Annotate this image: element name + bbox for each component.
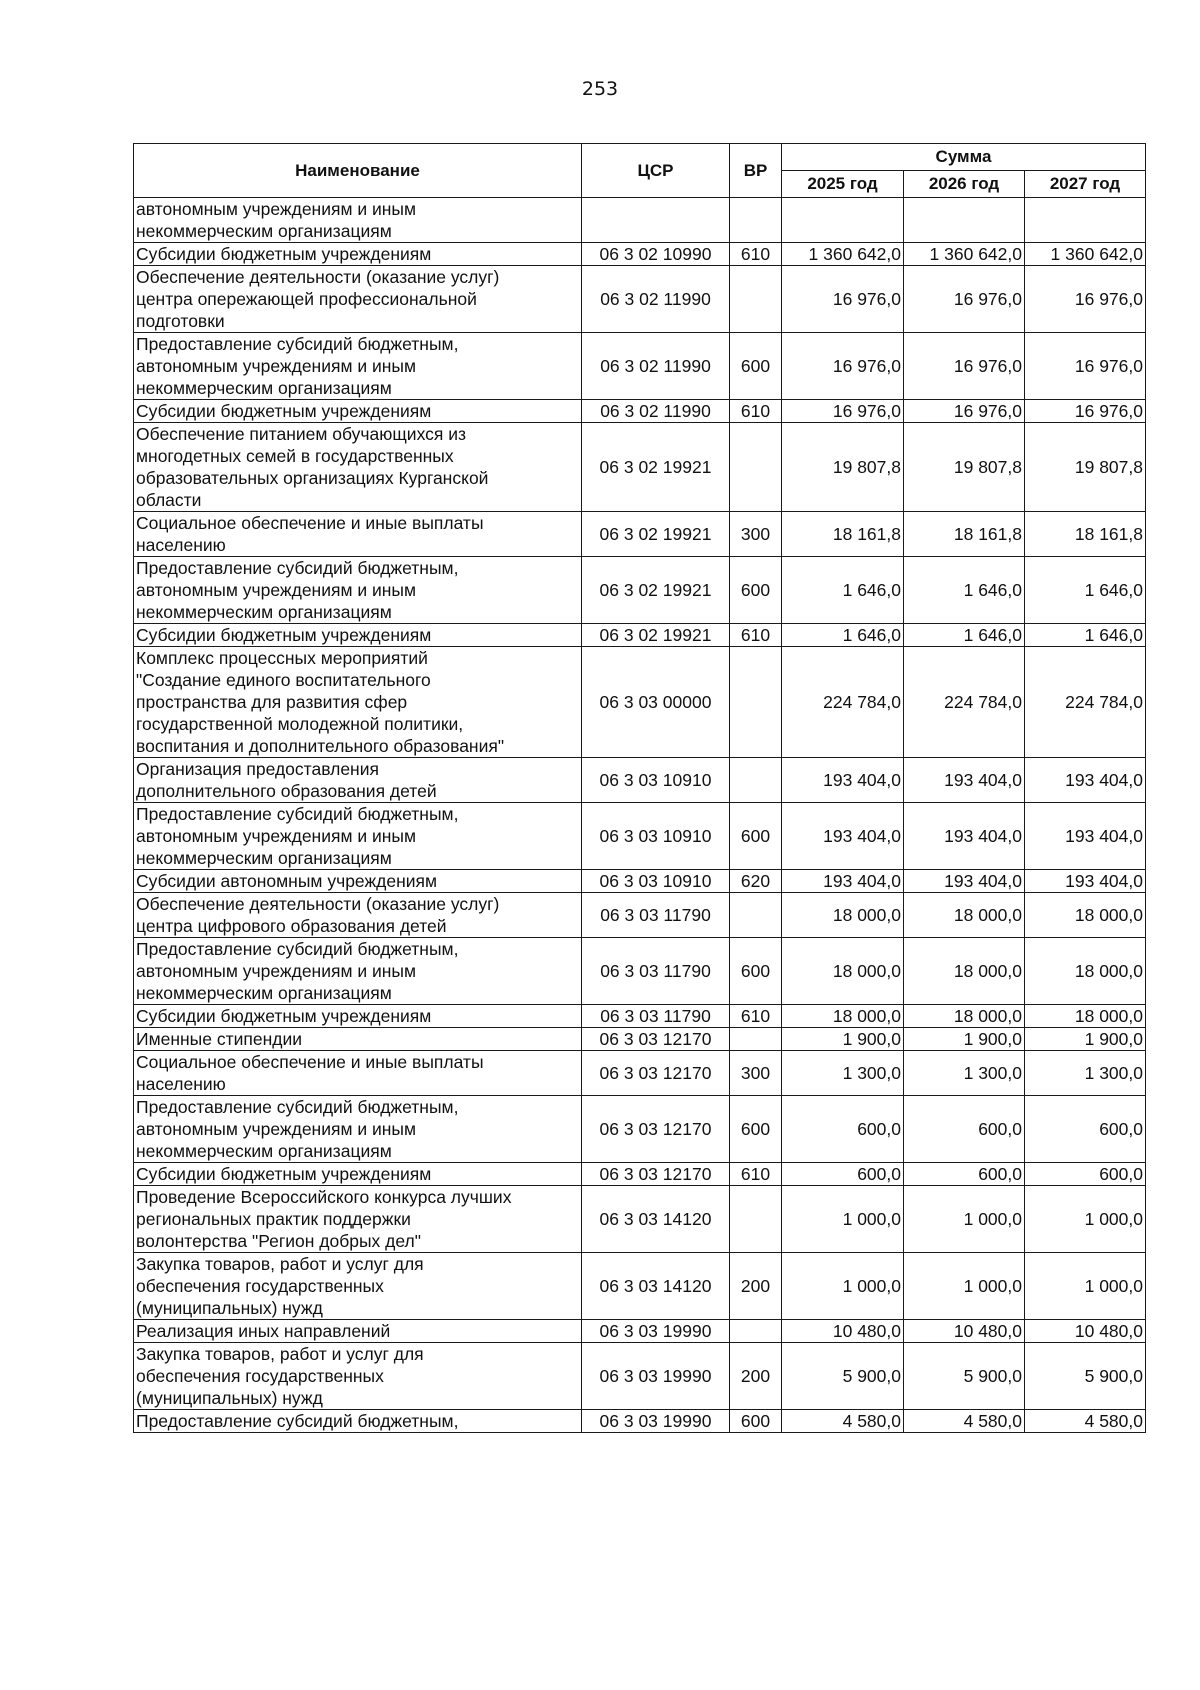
row-value-2026-cell: 1 646,0	[904, 624, 1025, 647]
row-name-cell: Проведение Всероссийского конкурса лучших региональных практик поддержки волонтерства "Регион добрых дел"	[134, 1186, 582, 1253]
table-row	[134, 1343, 1146, 1410]
table-row	[134, 198, 1146, 243]
row-value-2025-cell: 18 161,8	[782, 512, 904, 557]
row-vr-cell	[730, 647, 782, 758]
row-value-2027-cell: 16 976,0	[1025, 333, 1146, 400]
row-vr-cell	[730, 1028, 782, 1051]
table-row	[134, 1096, 1146, 1163]
row-vr-cell: 600	[730, 1410, 782, 1433]
table-row	[134, 333, 1146, 400]
row-csr-cell: 06 3 03 12170	[582, 1096, 730, 1163]
row-name-cell: Организация предоставления дополнительного образования детей	[134, 758, 582, 803]
row-name-cell: Предоставление субсидий бюджетным, автономным учреждениям и иным некоммерческим организациям	[134, 803, 582, 870]
row-value-2026-cell: 5 900,0	[904, 1343, 1025, 1410]
row-csr-cell: 06 3 02 11990	[582, 333, 730, 400]
row-name-cell: Субсидии бюджетным учреждениям	[134, 1163, 582, 1186]
row-csr-cell: 06 3 02 19921	[582, 423, 730, 512]
row-value-2026-cell: 193 404,0	[904, 803, 1025, 870]
row-value-2027-cell: 193 404,0	[1025, 870, 1146, 893]
row-csr-cell: 06 3 03 10910	[582, 803, 730, 870]
table-row	[134, 1163, 1146, 1186]
row-value-2027-cell: 193 404,0	[1025, 803, 1146, 870]
table-row	[134, 243, 1146, 266]
row-vr-cell	[730, 1186, 782, 1253]
table-row	[134, 624, 1146, 647]
row-vr-cell: 600	[730, 333, 782, 400]
row-vr-cell: 610	[730, 1163, 782, 1186]
row-value-2025-cell: 16 976,0	[782, 333, 904, 400]
row-vr-cell: 610	[730, 1005, 782, 1028]
table-row	[134, 803, 1146, 870]
row-vr-cell: 600	[730, 803, 782, 870]
row-name-cell: Субсидии бюджетным учреждениям	[134, 624, 582, 647]
row-value-2026-cell: 193 404,0	[904, 870, 1025, 893]
row-value-2027-cell: 4 580,0	[1025, 1410, 1146, 1433]
table-row	[134, 1005, 1146, 1028]
row-name-cell: Субсидии бюджетным учреждениям	[134, 400, 582, 423]
row-csr-cell: 06 3 03 11790	[582, 938, 730, 1005]
row-vr-cell	[730, 758, 782, 803]
row-value-2026-cell: 600,0	[904, 1163, 1025, 1186]
row-value-2025-cell: 18 000,0	[782, 893, 904, 938]
row-value-2027-cell: 1 646,0	[1025, 624, 1146, 647]
header-csr: ЦСР	[582, 144, 730, 198]
row-csr-cell: 06 3 03 19990	[582, 1410, 730, 1433]
row-name-cell: Предоставление субсидий бюджетным, автономным учреждениям и иным некоммерческим организациям	[134, 557, 582, 624]
row-value-2026-cell: 18 000,0	[904, 893, 1025, 938]
row-value-2027-cell: 1 300,0	[1025, 1051, 1146, 1096]
row-name-cell: Предоставление субсидий бюджетным, автономным учреждениям и иным некоммерческим организациям	[134, 938, 582, 1005]
row-value-2027-cell: 18 000,0	[1025, 938, 1146, 1005]
row-csr-cell: 06 3 02 19921	[582, 624, 730, 647]
row-name-cell: Закупка товаров, работ и услуг для обеспечения государственных (муниципальных) нужд	[134, 1253, 582, 1320]
row-vr-cell: 600	[730, 938, 782, 1005]
row-value-2025-cell: 10 480,0	[782, 1320, 904, 1343]
row-vr-cell: 610	[730, 243, 782, 266]
row-name-cell: Обеспечение деятельности (оказание услуг) центра цифрового образования детей	[134, 893, 582, 938]
table-row	[134, 758, 1146, 803]
row-value-2025-cell: 193 404,0	[782, 870, 904, 893]
row-value-2027-cell: 1 000,0	[1025, 1186, 1146, 1253]
row-value-2027-cell: 18 161,8	[1025, 512, 1146, 557]
table-row	[134, 1186, 1146, 1253]
row-csr-cell: 06 3 03 19990	[582, 1320, 730, 1343]
row-value-2027-cell: 600,0	[1025, 1163, 1146, 1186]
header-sum: Сумма	[782, 144, 1146, 171]
row-value-2025-cell: 193 404,0	[782, 803, 904, 870]
row-value-2025-cell: 18 000,0	[782, 938, 904, 1005]
row-vr-cell: 300	[730, 512, 782, 557]
budget-table	[133, 143, 1146, 1433]
row-value-2026-cell: 18 000,0	[904, 1005, 1025, 1028]
row-csr-cell: 06 3 03 10910	[582, 758, 730, 803]
row-value-2027-cell	[1025, 198, 1146, 243]
table-row	[134, 870, 1146, 893]
row-value-2025-cell: 1 900,0	[782, 1028, 904, 1051]
row-csr-cell: 06 3 03 19990	[582, 1343, 730, 1410]
row-value-2027-cell: 10 480,0	[1025, 1320, 1146, 1343]
row-name-cell: Субсидии бюджетным учреждениям	[134, 1005, 582, 1028]
row-value-2025-cell: 18 000,0	[782, 1005, 904, 1028]
row-value-2027-cell: 1 000,0	[1025, 1253, 1146, 1320]
row-value-2025-cell: 16 976,0	[782, 266, 904, 333]
table-row	[134, 1320, 1146, 1343]
row-name-cell: Субсидии бюджетным учреждениям	[134, 243, 582, 266]
row-value-2026-cell: 10 480,0	[904, 1320, 1025, 1343]
row-value-2026-cell: 600,0	[904, 1096, 1025, 1163]
row-value-2027-cell: 19 807,8	[1025, 423, 1146, 512]
table-row	[134, 400, 1146, 423]
table-body	[134, 198, 1146, 1433]
row-vr-cell: 610	[730, 624, 782, 647]
table-row	[134, 557, 1146, 624]
table-row	[134, 893, 1146, 938]
row-value-2025-cell: 4 580,0	[782, 1410, 904, 1433]
header-vr: ВР	[730, 144, 782, 198]
row-value-2025-cell: 1 000,0	[782, 1186, 904, 1253]
table-row	[134, 423, 1146, 512]
row-name-cell: Комплекс процессных мероприятий "Создание единого воспитательного пространства для развития сфер государственной молодежной политики, воспитания и дополнительного образования"	[134, 647, 582, 758]
table-row	[134, 1410, 1146, 1433]
row-name-cell: Предоставление субсидий бюджетным, автономным учреждениям и иным некоммерческим организациям	[134, 333, 582, 400]
row-value-2026-cell: 193 404,0	[904, 758, 1025, 803]
row-value-2025-cell: 16 976,0	[782, 400, 904, 423]
row-csr-cell: 06 3 03 14120	[582, 1186, 730, 1253]
row-vr-cell	[730, 423, 782, 512]
row-vr-cell: 200	[730, 1343, 782, 1410]
row-csr-cell: 06 3 03 12170	[582, 1051, 730, 1096]
row-vr-cell: 620	[730, 870, 782, 893]
row-value-2026-cell: 18 161,8	[904, 512, 1025, 557]
row-csr-cell: 06 3 02 11990	[582, 400, 730, 423]
row-csr-cell: 06 3 02 11990	[582, 266, 730, 333]
row-csr-cell: 06 3 03 12170	[582, 1163, 730, 1186]
row-name-cell: Предоставление субсидий бюджетным,	[134, 1410, 582, 1433]
header-name: Наименование	[134, 144, 582, 198]
row-csr-cell: 06 3 03 11790	[582, 1005, 730, 1028]
row-vr-cell: 600	[730, 557, 782, 624]
table-row	[134, 1253, 1146, 1320]
row-name-cell: Именные стипендии	[134, 1028, 582, 1051]
row-value-2027-cell: 1 360 642,0	[1025, 243, 1146, 266]
row-name-cell: Реализация иных направлений	[134, 1320, 582, 1343]
row-vr-cell	[730, 198, 782, 243]
row-value-2027-cell: 193 404,0	[1025, 758, 1146, 803]
table-row	[134, 512, 1146, 557]
row-value-2025-cell: 1 360 642,0	[782, 243, 904, 266]
row-value-2026-cell	[904, 198, 1025, 243]
row-csr-cell: 06 3 03 00000	[582, 647, 730, 758]
row-vr-cell: 200	[730, 1253, 782, 1320]
row-value-2027-cell: 16 976,0	[1025, 400, 1146, 423]
row-value-2026-cell: 16 976,0	[904, 266, 1025, 333]
row-value-2025-cell: 5 900,0	[782, 1343, 904, 1410]
row-value-2027-cell: 5 900,0	[1025, 1343, 1146, 1410]
row-value-2026-cell: 224 784,0	[904, 647, 1025, 758]
table-row	[134, 938, 1146, 1005]
row-value-2026-cell: 18 000,0	[904, 938, 1025, 1005]
row-value-2027-cell: 600,0	[1025, 1096, 1146, 1163]
row-vr-cell	[730, 1320, 782, 1343]
row-csr-cell: 06 3 02 19921	[582, 512, 730, 557]
row-name-cell: Предоставление субсидий бюджетным, автономным учреждениям и иным некоммерческим организациям	[134, 1096, 582, 1163]
row-name-cell: Социальное обеспечение и иные выплаты населению	[134, 1051, 582, 1096]
row-value-2025-cell: 19 807,8	[782, 423, 904, 512]
row-value-2025-cell	[782, 198, 904, 243]
table-row	[134, 1028, 1146, 1051]
row-value-2027-cell: 18 000,0	[1025, 1005, 1146, 1028]
row-value-2026-cell: 16 976,0	[904, 333, 1025, 400]
row-name-cell: Обеспечение деятельности (оказание услуг) центра опережающей профессиональной подготовки	[134, 266, 582, 333]
row-name-cell: Социальное обеспечение и иные выплаты населению	[134, 512, 582, 557]
row-value-2025-cell: 1 646,0	[782, 624, 904, 647]
row-value-2027-cell: 16 976,0	[1025, 266, 1146, 333]
row-csr-cell: 06 3 03 14120	[582, 1253, 730, 1320]
row-value-2026-cell: 4 580,0	[904, 1410, 1025, 1433]
row-value-2027-cell: 1 900,0	[1025, 1028, 1146, 1051]
row-value-2026-cell: 1 000,0	[904, 1186, 1025, 1253]
row-value-2027-cell: 18 000,0	[1025, 893, 1146, 938]
row-value-2025-cell: 1 000,0	[782, 1253, 904, 1320]
row-csr-cell: 06 3 03 12170	[582, 1028, 730, 1051]
row-value-2026-cell: 1 000,0	[904, 1253, 1025, 1320]
row-value-2025-cell: 1 646,0	[782, 557, 904, 624]
row-vr-cell	[730, 893, 782, 938]
row-value-2025-cell: 600,0	[782, 1096, 904, 1163]
row-csr-cell: 06 3 03 10910	[582, 870, 730, 893]
row-csr-cell: 06 3 03 11790	[582, 893, 730, 938]
row-value-2027-cell: 1 646,0	[1025, 557, 1146, 624]
row-value-2027-cell: 224 784,0	[1025, 647, 1146, 758]
row-value-2026-cell: 1 360 642,0	[904, 243, 1025, 266]
table-row	[134, 647, 1146, 758]
row-csr-cell	[582, 198, 730, 243]
row-vr-cell: 300	[730, 1051, 782, 1096]
header-year-2025: 2025 год	[782, 171, 904, 198]
table-row	[134, 266, 1146, 333]
row-vr-cell: 610	[730, 400, 782, 423]
table-row	[134, 1051, 1146, 1096]
page-number: 253	[581, 78, 619, 100]
row-value-2026-cell: 1 900,0	[904, 1028, 1025, 1051]
row-name-cell: Закупка товаров, работ и услуг для обеспечения государственных (муниципальных) нужд	[134, 1343, 582, 1410]
row-name-cell: Субсидии автономным учреждениям	[134, 870, 582, 893]
row-value-2026-cell: 1 646,0	[904, 557, 1025, 624]
row-name-cell: Обеспечение питанием обучающихся из многодетных семей в государственных образовательных организациях Курганской области	[134, 423, 582, 512]
row-name-cell: автономным учреждениям и иным некоммерческим организациям	[134, 198, 582, 243]
row-value-2025-cell: 193 404,0	[782, 758, 904, 803]
row-value-2025-cell: 600,0	[782, 1163, 904, 1186]
row-csr-cell: 06 3 02 19921	[582, 557, 730, 624]
header-year-2027: 2027 год	[1025, 171, 1146, 198]
row-value-2026-cell: 19 807,8	[904, 423, 1025, 512]
row-vr-cell	[730, 266, 782, 333]
header-year-2026: 2026 год	[904, 171, 1025, 198]
row-csr-cell: 06 3 02 10990	[582, 243, 730, 266]
row-vr-cell: 600	[730, 1096, 782, 1163]
row-value-2026-cell: 1 300,0	[904, 1051, 1025, 1096]
row-value-2026-cell: 16 976,0	[904, 400, 1025, 423]
table-header	[134, 144, 1146, 198]
row-value-2025-cell: 224 784,0	[782, 647, 904, 758]
row-value-2025-cell: 1 300,0	[782, 1051, 904, 1096]
